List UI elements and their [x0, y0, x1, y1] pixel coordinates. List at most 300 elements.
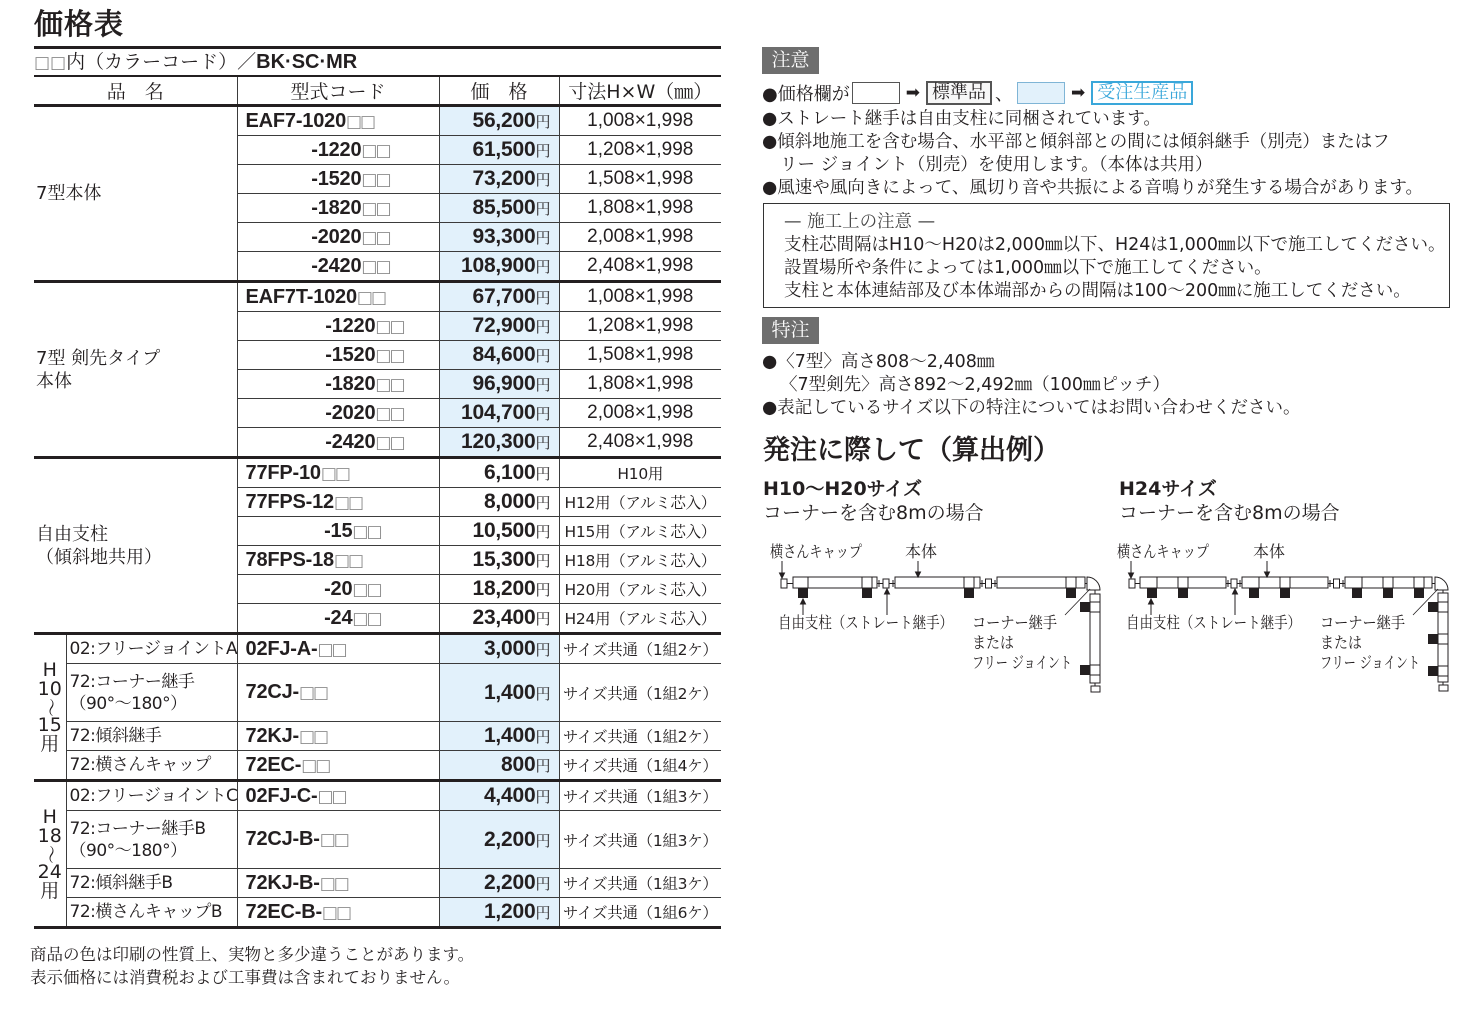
- size-range-label: [34, 634, 66, 781]
- size-cell: H15用（アルミ芯入）: [559, 517, 721, 546]
- end-cap-icon: [1439, 685, 1448, 691]
- price-cell: [439, 194, 559, 223]
- price-cell: [439, 811, 559, 869]
- price-value: 85,500: [472, 196, 536, 219]
- vlabel-char: 用: [40, 732, 60, 755]
- arrow-up-icon: [885, 589, 890, 594]
- price-cell: [439, 751, 559, 781]
- price-value: 3,000: [483, 637, 536, 660]
- table-row: [34, 634, 721, 664]
- price-value: 18,200: [472, 577, 536, 600]
- product-name: [66, 898, 237, 928]
- price-cell: [439, 604, 559, 634]
- color-code-box: □□: [361, 256, 390, 277]
- currency-unit: 円: [535, 641, 551, 659]
- price-value: 73,200: [472, 167, 536, 190]
- header-name: 品 名: [34, 76, 237, 106]
- price-value: 104,700: [460, 401, 536, 424]
- currency-unit: 円: [535, 142, 551, 160]
- size-cell: 1,008×1,998: [559, 282, 721, 312]
- currency-unit: 円: [535, 610, 551, 628]
- price-cell: [439, 458, 559, 488]
- code-text: 72EC-B-: [245, 900, 322, 923]
- code-text: EAF7T-1020: [245, 285, 357, 308]
- color-code-box: □□: [320, 463, 349, 484]
- color-code-box: □□: [375, 374, 404, 395]
- code-text: 72CJ-: [245, 681, 299, 703]
- code-text: -1220: [325, 314, 376, 337]
- product-name-line: 72:横さんキャップ: [69, 755, 211, 775]
- made-to-order-label: 受注生産品: [1091, 81, 1193, 105]
- code-text: 72CJ-B-: [245, 828, 320, 850]
- price-cell: [439, 312, 559, 341]
- label-end-cap: 横さんキャップ: [770, 542, 862, 561]
- size-cell: H24用（アルミ芯入）: [559, 604, 721, 634]
- product-name-line: 72:コーナー継手: [69, 671, 195, 692]
- price-legend: [762, 80, 1193, 105]
- vlabel-char: 用: [40, 879, 60, 902]
- header-price: 価 格: [439, 76, 559, 106]
- color-code-box: □□: [321, 902, 351, 923]
- currency-unit: 円: [535, 347, 551, 365]
- color-code-box: □□: [333, 492, 363, 513]
- table-row: [34, 106, 721, 136]
- price-value: 23,400: [472, 606, 536, 629]
- arrow-up-icon: [1149, 599, 1154, 604]
- product-name: [66, 751, 237, 781]
- example-size: H10～H20サイズ: [763, 478, 923, 500]
- currency-unit: 円: [535, 318, 551, 336]
- code-text: -24: [324, 606, 353, 629]
- special-order-item: ●〈7型〉高さ808～2,408㎜: [762, 352, 995, 372]
- size-cell: 2,008×1,998: [559, 399, 721, 428]
- color-code-box: □□: [375, 345, 404, 366]
- currency-unit: 円: [535, 229, 551, 247]
- color-code-box: □□: [375, 316, 404, 337]
- fence-body-icon: [1345, 577, 1432, 588]
- post-icon: [1414, 588, 1424, 598]
- construction-notes-title: — 施工上の注意 —: [784, 212, 936, 232]
- product-name: [66, 811, 237, 869]
- color-code-note: [34, 50, 357, 75]
- price-table: [34, 75, 721, 929]
- model-code: [237, 165, 439, 194]
- arrow-up-icon: [801, 599, 806, 604]
- model-code: [237, 428, 439, 458]
- price-cell: [439, 165, 559, 194]
- arrow-right-icon: ➡: [1070, 82, 1086, 103]
- price-cell: [439, 341, 559, 370]
- product-name-line: 本体: [36, 370, 72, 392]
- table-row: [34, 781, 721, 811]
- color-code-box: □□: [356, 287, 386, 308]
- fence-body-icon: [1438, 593, 1448, 682]
- color-code-placeholder: □□: [34, 53, 67, 73]
- legend-prefix: ●価格欄が: [762, 83, 850, 105]
- price-value: 10,500: [472, 519, 536, 542]
- price-cell: [439, 106, 559, 136]
- color-codes: BK·SC·MR: [256, 51, 358, 73]
- label-end-cap: 横さんキャップ: [1117, 542, 1209, 561]
- label-post: 自由支柱（ストレート継手）: [1126, 613, 1301, 632]
- price-cell: [439, 781, 559, 811]
- size-cell: サイズ共通（1組3ケ）: [559, 869, 721, 898]
- product-name: [66, 869, 237, 898]
- fence-body-icon: [793, 577, 877, 588]
- label-corner: または: [972, 633, 1014, 652]
- product-name-line: （90°～180°）: [69, 840, 187, 861]
- size-cell: H12用（アルミ芯入）: [559, 488, 721, 517]
- code-text: -1820: [311, 196, 362, 219]
- product-name-line: 02:フリージョイントC: [69, 786, 238, 806]
- currency-unit: 円: [535, 258, 551, 276]
- model-code: [237, 869, 439, 898]
- price-value: 15,300: [472, 548, 536, 571]
- price-value: 8,000: [483, 490, 536, 513]
- construction-note: 設置場所や条件によっては1,000㎜以下で施工してください。: [784, 258, 1272, 278]
- color-code-box: □□: [352, 521, 381, 542]
- straight-joint-icon: [1334, 579, 1340, 588]
- code-text: -1520: [325, 343, 376, 366]
- price-cell: [439, 136, 559, 165]
- model-code: [237, 664, 439, 722]
- model-code: [237, 370, 439, 399]
- size-cell: H20用（アルミ芯入）: [559, 575, 721, 604]
- post-icon: [1383, 588, 1393, 598]
- standard-label: 標準品: [926, 81, 992, 105]
- product-name: [66, 664, 237, 722]
- currency-unit: 円: [535, 465, 551, 483]
- arrow-right-icon: ➡: [905, 82, 920, 103]
- size-cell: 2,408×1,998: [559, 428, 721, 458]
- size-cell: 1,508×1,998: [559, 165, 721, 194]
- product-name-line: 72:傾斜継手B: [69, 873, 173, 893]
- price-cell: [439, 664, 559, 722]
- price-cell: [439, 488, 559, 517]
- example-desc: コーナーを含む8mの場合: [763, 502, 984, 524]
- price-cell: [439, 546, 559, 575]
- end-cap-icon: [1091, 686, 1100, 692]
- label-body: 本体: [1253, 542, 1285, 561]
- legend-separator: 、: [994, 83, 1013, 105]
- notice-item: ●ストレート継手は自由支柱に同梱されています。: [762, 109, 1161, 129]
- size-cell: H10用: [559, 458, 721, 488]
- fence-body-icon: [1242, 577, 1328, 588]
- product-name: [34, 106, 237, 282]
- color-code-box: □□: [317, 786, 346, 807]
- vlabel-char: ～: [39, 844, 62, 864]
- table-row: [34, 722, 721, 751]
- price-value: 84,600: [472, 343, 536, 366]
- price-value: 96,900: [472, 372, 536, 395]
- product-name: [66, 722, 237, 751]
- code-text: -1520: [311, 167, 362, 190]
- color-code-box: □□: [361, 227, 390, 248]
- code-text: 72KJ-: [245, 724, 299, 747]
- price-value: 108,900: [460, 254, 536, 277]
- price-value: 4,400: [483, 784, 536, 807]
- vlabel-char: ～: [39, 697, 62, 717]
- arrow-down-icon: [780, 573, 785, 578]
- color-code-box: □□: [319, 830, 348, 850]
- post-icon: [964, 588, 974, 598]
- code-text: EAF7-1020: [245, 109, 346, 132]
- special-order-label: 特注: [762, 317, 819, 344]
- table-row: [34, 664, 721, 722]
- model-code: [237, 312, 439, 341]
- code-text: -15: [324, 519, 353, 542]
- label-corner: フリー ジョイント: [972, 653, 1072, 672]
- product-name-line: 自由支柱: [36, 523, 108, 545]
- price-cell: [439, 252, 559, 282]
- currency-unit: 円: [535, 523, 551, 541]
- model-code: [237, 223, 439, 252]
- model-code: [237, 546, 439, 575]
- model-code: [237, 781, 439, 811]
- corner-joint-icon: [1435, 577, 1448, 590]
- notice-item: ●風速や風向きによって、風切り音や共振による音鳴りが発生する場合があります。: [762, 178, 1424, 198]
- label-corner: コーナー継手: [972, 613, 1057, 632]
- post-icon: [1428, 634, 1438, 644]
- notice-list: [762, 108, 1423, 200]
- code-text: 02FJ-C-: [245, 784, 318, 807]
- size-cell: 1,208×1,998: [559, 312, 721, 341]
- model-code: [237, 106, 439, 136]
- made-to-order-swatch: [1017, 82, 1065, 104]
- color-code-box: □□: [361, 169, 390, 190]
- product-name-line: （傾斜地共用）: [36, 546, 162, 568]
- footer-note: 商品の色は印刷の性質上、実物と多少違うことがあります。: [30, 945, 475, 964]
- model-code: [237, 575, 439, 604]
- size-cell: 1,808×1,998: [559, 370, 721, 399]
- price-cell: [439, 869, 559, 898]
- model-code: [237, 722, 439, 751]
- corner-joint-icon: [1087, 577, 1100, 590]
- color-code-box: □□: [361, 198, 390, 219]
- example-h24: [1119, 477, 1340, 525]
- model-code: [237, 341, 439, 370]
- currency-unit: 円: [535, 728, 551, 746]
- vlabel-char: H: [42, 805, 57, 828]
- price-cell: [439, 399, 559, 428]
- straight-joint-icon: [986, 579, 992, 588]
- size-cell: 2,008×1,998: [559, 223, 721, 252]
- model-code: [237, 136, 439, 165]
- table-row: [34, 811, 721, 869]
- price-cell: [439, 634, 559, 664]
- post-icon: [1249, 588, 1259, 598]
- post-icon: [1178, 588, 1188, 598]
- color-code-box: □□: [301, 755, 330, 776]
- notice-label: 注意: [762, 47, 819, 74]
- price-value: 56,200: [472, 109, 536, 132]
- model-code: [237, 252, 439, 282]
- size-cell: 1,208×1,998: [559, 136, 721, 165]
- product-name: [66, 634, 237, 664]
- arrow-up-icon: [1233, 589, 1238, 594]
- size-cell: H18用（アルミ芯入）: [559, 546, 721, 575]
- post-icon: [1280, 588, 1290, 598]
- product-name: [34, 282, 237, 458]
- label-body: 本体: [905, 542, 937, 561]
- code-text: 72KJ-B-: [245, 871, 320, 894]
- notice-item: ●傾斜地施工を含む場合、水平部と傾斜部との間には傾斜継手（別売）またはフ: [762, 132, 1390, 152]
- model-code: [237, 399, 439, 428]
- color-code-note-prefix: 内（カラーコード）／: [66, 51, 257, 73]
- price-value: 72,900: [472, 314, 536, 337]
- straight-joint-icon: [883, 579, 889, 588]
- fence-body-icon: [1090, 594, 1100, 683]
- size-cell: サイズ共通（1組2ケ）: [559, 722, 721, 751]
- code-text: -2420: [311, 254, 362, 277]
- header-size: 寸法H×W（㎜）: [559, 76, 721, 106]
- currency-unit: 円: [535, 289, 551, 307]
- arrow-down-icon: [1129, 573, 1134, 578]
- fence-layout-diagram-h10-h20: [763, 535, 1108, 697]
- price-value: 6,100: [483, 461, 536, 484]
- color-code-box: □□: [352, 579, 381, 600]
- label-corner: または: [1320, 633, 1362, 652]
- example-h10-h20: [763, 477, 984, 525]
- special-order-item: ●表記しているサイズ以下の特注についてはお問い合わせください。: [762, 398, 1301, 418]
- post-icon: [1352, 588, 1362, 598]
- ordering-title: 発注に際して（算出例）: [763, 435, 1060, 466]
- currency-unit: 円: [535, 200, 551, 218]
- vlabel-char: 15: [37, 713, 62, 736]
- price-cell: [439, 282, 559, 312]
- product-name-line: 72:傾斜継手: [69, 726, 162, 746]
- price-cell: [439, 898, 559, 928]
- product-name: [34, 458, 237, 634]
- label-post: 自由支柱（ストレート継手）: [778, 613, 953, 632]
- code-text: -1820: [325, 372, 376, 395]
- example-size: H24サイズ: [1119, 478, 1217, 500]
- product-name-line: （90°～180°）: [69, 693, 187, 714]
- model-code: [237, 751, 439, 781]
- model-code: [237, 282, 439, 312]
- model-code: [237, 194, 439, 223]
- code-text: 02FJ-A-: [245, 637, 318, 660]
- currency-unit: 円: [535, 434, 551, 452]
- price-value: 800: [501, 753, 536, 776]
- color-code-box: □□: [346, 111, 375, 132]
- size-cell: 1,508×1,998: [559, 341, 721, 370]
- size-cell: サイズ共通（1組2ケ）: [559, 664, 721, 722]
- post-icon: [1080, 665, 1090, 675]
- price-value: 1,400: [483, 680, 536, 704]
- post-icon: [1066, 588, 1076, 598]
- price-value: 2,200: [483, 827, 536, 851]
- product-name-line: 72:横さんキャップB: [69, 902, 223, 922]
- color-code-box: □□: [319, 873, 348, 894]
- code-text: 77FPS-12: [245, 490, 334, 513]
- post-icon: [1147, 588, 1157, 598]
- currency-unit: 円: [535, 831, 551, 850]
- currency-unit: 円: [535, 875, 551, 893]
- size-cell: 1,808×1,998: [559, 194, 721, 223]
- price-cell: [439, 428, 559, 458]
- currency-unit: 円: [535, 904, 551, 922]
- price-cell: [439, 722, 559, 751]
- code-text: 78FPS-18: [245, 548, 334, 571]
- color-code-box: □□: [299, 726, 328, 747]
- color-code-box: □□: [317, 639, 346, 660]
- code-text: -20: [324, 577, 353, 600]
- price-value: 67,700: [472, 285, 536, 308]
- price-cell: [439, 517, 559, 546]
- price-cell: [439, 575, 559, 604]
- vlabel-char: 18: [37, 824, 62, 847]
- size-range-label: [34, 781, 66, 928]
- header-code: 型式コード: [237, 76, 439, 106]
- footer-notes: [30, 943, 474, 989]
- product-name-line: 7型本体: [36, 183, 102, 204]
- model-code: [237, 898, 439, 928]
- table-row: [34, 869, 721, 898]
- end-cap-icon: [781, 579, 787, 588]
- arrow-down-icon: [1265, 572, 1270, 577]
- currency-unit: 円: [535, 684, 551, 703]
- arrow-down-icon: [916, 572, 921, 577]
- post-icon: [798, 588, 808, 598]
- code-text: -1220: [311, 138, 362, 161]
- color-code-box: □□: [352, 608, 381, 629]
- currency-unit: 円: [535, 494, 551, 512]
- size-cell: サイズ共通（1組3ケ）: [559, 781, 721, 811]
- price-value: 1,400: [483, 724, 536, 747]
- code-text: -2020: [311, 225, 362, 248]
- currency-unit: 円: [535, 171, 551, 189]
- table-row: [34, 458, 721, 488]
- notice-item-continuation: リー ジョイント（別売）を使用します。（本体は共用）: [780, 155, 1213, 175]
- straight-joint-icon: [1231, 579, 1237, 588]
- product-name: [66, 781, 237, 811]
- label-corner: フリー ジョイント: [1320, 653, 1420, 672]
- price-value: 61,500: [472, 138, 536, 161]
- table-row: [34, 282, 721, 312]
- post-icon: [1080, 602, 1090, 612]
- code-text: -2420: [325, 430, 376, 453]
- currency-unit: 円: [535, 757, 551, 775]
- size-cell: サイズ共通（1組3ケ）: [559, 811, 721, 869]
- footer-note: 表示価格には消費税および工事費は含まれておりません。: [30, 968, 460, 987]
- size-cell: サイズ共通（1組6ケ）: [559, 898, 721, 928]
- code-text: 77FP-10: [245, 461, 321, 484]
- price-value: 120,300: [460, 430, 536, 453]
- color-code-box: □□: [375, 432, 404, 453]
- vlabel-char: H: [42, 658, 57, 681]
- fence-body-icon: [1140, 577, 1226, 588]
- fence-layout-diagram-h24: [1110, 535, 1460, 697]
- label-corner: コーナー継手: [1320, 613, 1405, 632]
- special-order-item: 〈7型剣先〉高さ892～2,492㎜（100㎜ピッチ）: [780, 375, 1170, 395]
- construction-note: 支柱芯間隔はH10～H20は2,000㎜以下、H24は1,000㎜以下で施工してください。: [784, 235, 1446, 255]
- model-code: [237, 634, 439, 664]
- currency-unit: 円: [535, 376, 551, 394]
- page-title: 価格表: [34, 7, 125, 41]
- color-code-box: □□: [375, 403, 404, 424]
- fence-body-icon: [895, 577, 980, 588]
- standard-swatch: [852, 82, 900, 104]
- currency-unit: 円: [535, 788, 551, 806]
- price-value: 1,200: [483, 900, 536, 923]
- currency-unit: 円: [535, 405, 551, 423]
- currency-unit: 円: [535, 552, 551, 570]
- model-code: [237, 811, 439, 869]
- price-value: 93,300: [472, 225, 536, 248]
- size-cell: サイズ共通（1組4ケ）: [559, 751, 721, 781]
- fence-body-icon: [997, 577, 1085, 588]
